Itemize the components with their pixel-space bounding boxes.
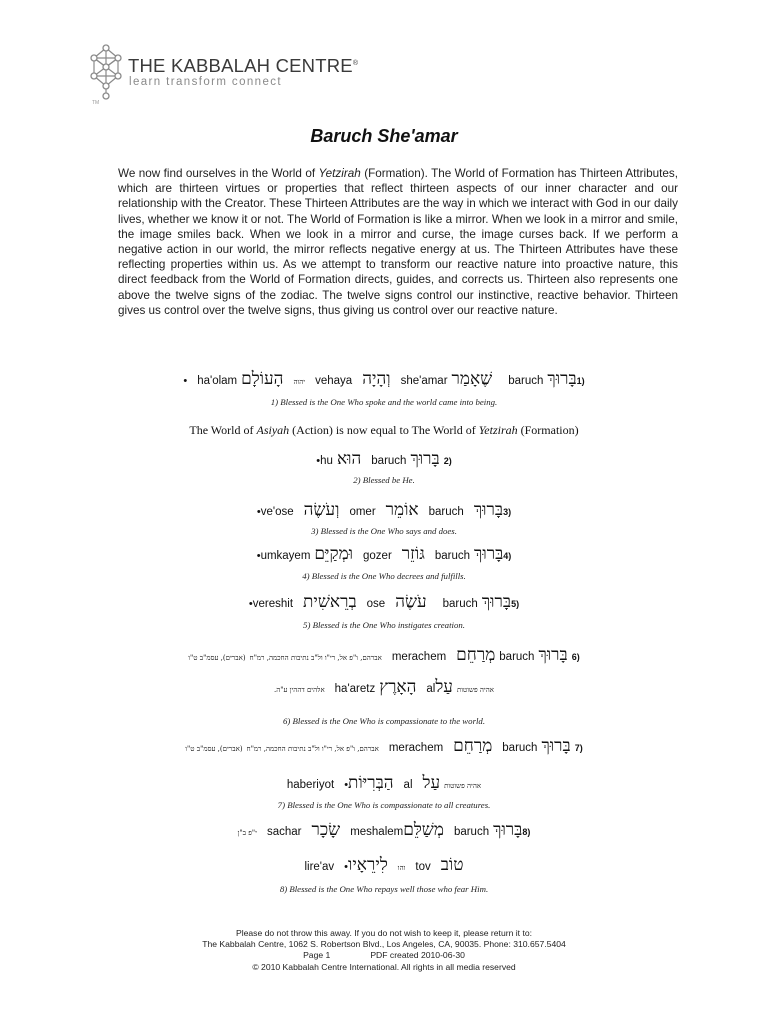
- translation-6: 6) Blessed is the One Who is compassionate to the world.: [282, 716, 486, 726]
- prayer-line-1: • ha'olam הָעוֹלָם יהוה vehaya וְהָיָה she'amar שֶׁאָמַר baruch בָּרוּךְ1): [183, 369, 585, 389]
- tree-of-life-icon: [86, 44, 126, 104]
- prayer-line-4: •umkayem וּמְקַיֵּם gozer גּוֹזֵר baruch בָּרוּךְ4): [256, 544, 512, 564]
- prayer-line-3: •ve'ose וְעֹשֶׂה omer אוֹמֵר baruch בָּרוּךְ3): [256, 500, 512, 520]
- prayer-line-6b: אלהים דההין ע"ה. ha'aretz הָאָרֶץ alעַל אהיה פשוטות: [274, 677, 494, 697]
- footer-return-note: Please do not throw this away. If you do not wish to keep it, please return it to:: [235, 928, 532, 938]
- translation-7: 7) Blessed is the One Who is compassionate to all creatures.: [277, 800, 491, 810]
- translation-1: 1) Blessed is the One Who spoke and the world came into being.: [270, 397, 498, 407]
- prayer-line-7b: haberiyot •הַבְּרִיּוֹת al עַל אהיה פשוטות: [286, 773, 482, 793]
- prayer-line-7a: (אברים), עסמ"ב ט"ו אברהם, ו"פ אל, רי"ו ול"ב נתיבות החכמה, רמ"ח merachem מְרַחֵם baruch בָּרוּךְ 7): [185, 736, 583, 756]
- translation-3: 3) Blessed is the One Who says and does.: [311, 526, 457, 536]
- prayer-line-2: •hu הוּא baruch בָּרוּךְ 2): [316, 449, 452, 469]
- translation-8: 8) Blessed is the One Who repays well those who fear Him.: [279, 884, 489, 894]
- prayer-line-8a: י"פ ב"ן sachar שָׂכָר meshalemמְשַׁלֵּם baruch בָּרוּךְ8): [237, 820, 531, 840]
- world-asiyah-heading: The World of Asiyah (Action) is now equal to The World of Yetzirah (Formation): [189, 423, 579, 437]
- footer-page-info: Page 1 PDF created 2010-06-30: [303, 950, 465, 961]
- prayer-line-5: •vereshit בְרֵאשִׁית ose עֹשֶׂה baruch בָּרוּךְ5): [248, 592, 520, 612]
- translation-4: 4) Blessed is the One Who decrees and fulfills.: [302, 571, 466, 581]
- prayer-line-8b: lire'av •לִירֵאָיו והו tov טוֹב: [304, 855, 464, 875]
- page-title: Baruch She'amar: [310, 126, 458, 146]
- kabbalah-centre-logo: [86, 44, 359, 110]
- brand-name: THE KABBALAH CENTRE®: [128, 55, 359, 76]
- footer-address: The Kabbalah Centre, 1062 S. Robertson Blvd., Los Angeles, CA, 90035. Phone: 310.657.5404: [202, 939, 566, 950]
- prayer-line-6a: (אברים), עסמ"ב ט"ו אברהם, ו"פ אל, רי"ו ול"ב נתיבות החכמה, רמ"ח merachem מְרַחֵם baruch בָּרוּךְ 6): [188, 645, 580, 665]
- translation-5: 5) Blessed is the One Who instigates creation.: [303, 620, 465, 630]
- translation-2: 2) Blessed be He.: [353, 475, 415, 485]
- intro-paragraph: We now find ourselves in the World of Yetzirah (Formation). The World of Formation has Thirteen Attributes, which are thirteen virtues or properties that reflect thirteen aspects of our inner character and our relationship with the Creator. These Thirteen Attributes are the way in which we interact with God in our daily lives, whether we know it or not. The World of Formation is like a mirror. When we look in a mirror and smile, the image smiles back. When we look in a mirror and curse, the image curses back. If we perform a negative action in our world, the mirror reflects negative energy at us. The Thirteen Attributes have these reflecting properties within us. As we attempt to transform our reactive nature into proactive nature, this direct feedback from the World of Formation directs, guides, and corrects us. Thirteen also represents one above the twelve signs of the zodiac. The twelve signs control our instinctive, reactive behavior. Thirteen gives us control over the twelve signs, thus giving us control over our reactive nature.: [118, 167, 678, 317]
- page-footer: [0, 928, 768, 973]
- brand-tagline: learn transform connect: [129, 76, 283, 88]
- footer-copyright: © 2010 Kabbalah Centre International. All rights in all media reserved: [252, 961, 516, 972]
- trademark-mark: TM: [92, 100, 100, 106]
